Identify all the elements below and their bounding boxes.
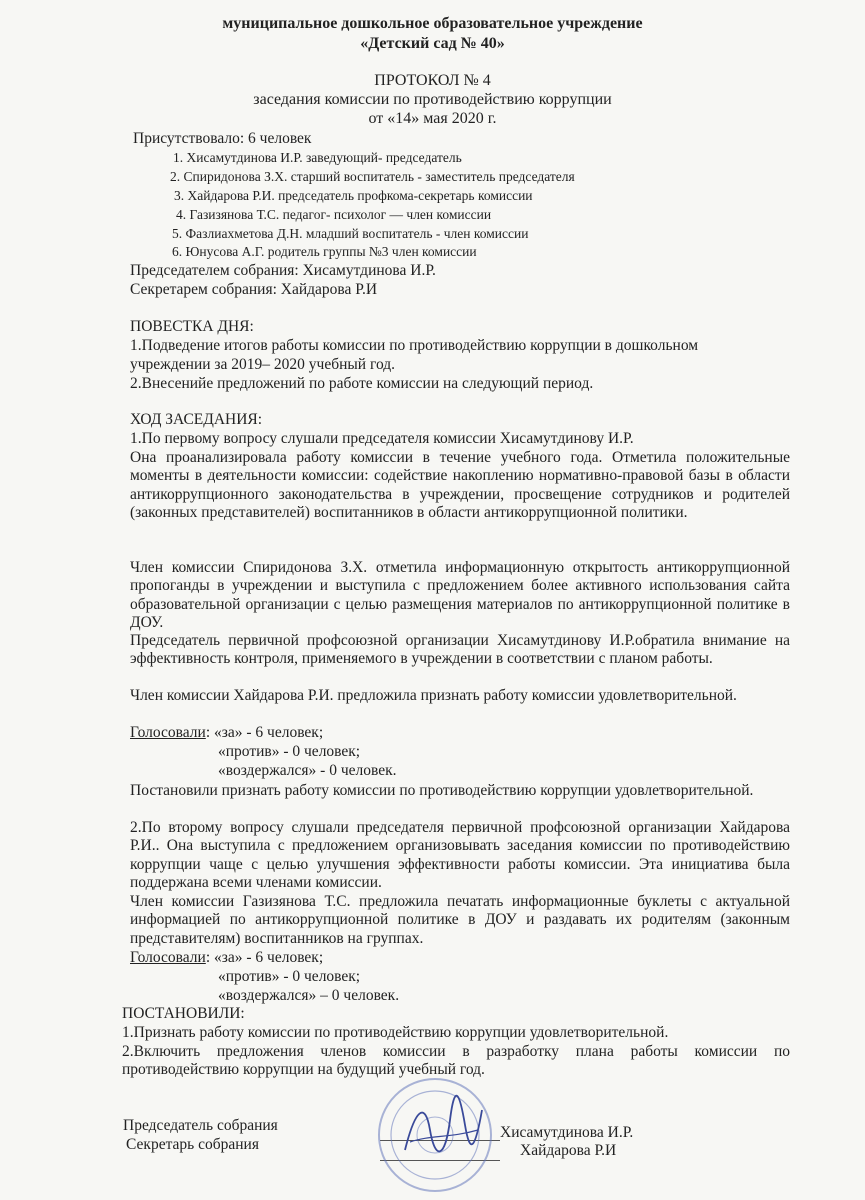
signature-secretary-role: Секретарь собрания bbox=[126, 1136, 259, 1153]
member-item: 3. Хайдарова Р.И. председатель профкома-секретарь комиссии bbox=[174, 188, 533, 203]
proceedings-para: Член комиссии Хайдарова Р.И. предложила признать работу комиссии удовлетворительной. bbox=[130, 687, 737, 704]
vote-for-count: : «за» - 6 человек; bbox=[205, 949, 324, 966]
member-item: 6. Юнусова А.Г. родитель группы №3 член комиссии bbox=[172, 244, 477, 259]
proceedings-para: Председатель первичной профсоюзной организации Хисамутдинову И.Р.обратила внимание на эффективность контроля, применяемого в учреждении в соответствии с планом работы. bbox=[130, 632, 790, 668]
member-item: 1. Хисамутдинова И.Р. заведующий- председатель bbox=[173, 150, 462, 165]
protocol-date: от «14» мая 2020 г. bbox=[368, 110, 497, 127]
signature-secretary-name: Хайдарова Р.И bbox=[520, 1142, 617, 1159]
org-name-line1: муниципальное дошкольное образовательное учреждение bbox=[222, 15, 643, 32]
proceedings-heading: ХОД ЗАСЕДАНИЯ: bbox=[130, 411, 263, 428]
member-item: 2. Спиридонова З.Х. старший воспитатель - заместитель председателя bbox=[170, 169, 575, 184]
proceedings-para: 2.По второму вопросу слушали председателя первичной профсоюзной организации Хайдарова Р.И.. Она выступила с предложением организовывать заседания комиссии по противодействию коррупции чаще с целью улучшения эффективности работы комиссии. Эта инициатива была поддержана всеми членами комиссии. bbox=[130, 819, 790, 891]
decision-para: Постановили признать работу комиссии по противодействию коррупции удовлетворительной. bbox=[130, 782, 754, 799]
proceedings-para: 1.По первому вопросу слушали председателя комиссии Хисамутдинову И.Р. bbox=[130, 430, 634, 447]
agenda-item-1-cont: учреждении за 2019– 2020 учебный год. bbox=[130, 356, 396, 373]
proceedings-para: Она проанализировала работу комиссии в течение учебного года. Отметила положительные моменты в деятельности комиссии: содействие накоплению нормативно-правовой базы в области антикоррупционного законодательства в учреждении, просвещение сотрудников и родителей (законных представителей) воспитанников в области антикоррупционной политики. bbox=[130, 449, 790, 521]
vote-2-for bbox=[130, 949, 323, 967]
protocol-subject: заседания комиссии по противодействию коррупции bbox=[253, 91, 612, 108]
agenda-item-2: 2.Внесенийе предложений по работе комиссии на следующий период. bbox=[130, 375, 594, 392]
meeting-chair: Председателем собрания: Хисамутдинова И.Р. bbox=[130, 262, 436, 279]
vote-1-abstain: «воздержался» - 0 человек. bbox=[218, 762, 397, 779]
member-item: 4. Газизянова Т.С. педагог- психолог — член комиссии bbox=[176, 207, 492, 222]
resolution-item-2: 2.Включить предложения членов комиссии в разработку плана работы комиссии по противодействию коррупции на будущий учебный год. bbox=[122, 1043, 790, 1079]
org-name-line2: «Детский сад № 40» bbox=[360, 35, 505, 52]
agenda-heading: ПОВЕСТКА ДНЯ: bbox=[130, 318, 254, 335]
resolution-item-1: 1.Признать работу комиссии по противодействию коррупции удовлетворительной. bbox=[122, 1024, 669, 1041]
protocol-number: ПРОТОКОЛ № 4 bbox=[374, 72, 491, 89]
attendance-count: Присутствовало: 6 человек bbox=[133, 130, 312, 147]
vote-for-count: : «за» - 6 человек; bbox=[205, 724, 324, 741]
handwritten-signature bbox=[390, 1090, 490, 1170]
vote-2-abstain: «воздержался» – 0 человек. bbox=[218, 987, 400, 1004]
proceedings-para: Член комиссии Газизянова Т.С. предложила печатать информационные буклеты с актуальной информацией по антикоррупционной политике в ДОУ и раздавать их родителям (законным представителям) воспитанников на группах. bbox=[130, 893, 790, 947]
resolution-heading: ПОСТАНОВИЛИ: bbox=[122, 1005, 245, 1022]
vote-label: Голосовали bbox=[130, 724, 206, 741]
signature-chair-role: Председатель собрания bbox=[123, 1117, 278, 1134]
agenda-item-1: 1.Подведение итогов работы комиссии по противодействию коррупции в дошкольном bbox=[130, 337, 699, 354]
vote-1-against: «против» - 0 человек; bbox=[218, 743, 361, 760]
signature-chair-name: Хисамутдинова И.Р. bbox=[500, 1124, 634, 1141]
vote-label: Голосовали bbox=[130, 949, 206, 966]
vote-1-for bbox=[130, 724, 323, 742]
meeting-secretary: Секретарем собрания: Хайдарова Р.И bbox=[130, 281, 378, 298]
member-item: 5. Фазлиахметова Д.Н. младший воспитатель - член комиссии bbox=[172, 226, 529, 241]
vote-2-against: «против» - 0 человек; bbox=[218, 968, 361, 985]
proceedings-para: Член комиссии Спиридонова З.Х. отметила информационную открытость антикоррупционной пропоганды в учреждении и выступила с предложением более активного использования сайта образовательной организации с целью размещения материалов по антикоррупционной политике в ДОУ. bbox=[130, 559, 790, 631]
